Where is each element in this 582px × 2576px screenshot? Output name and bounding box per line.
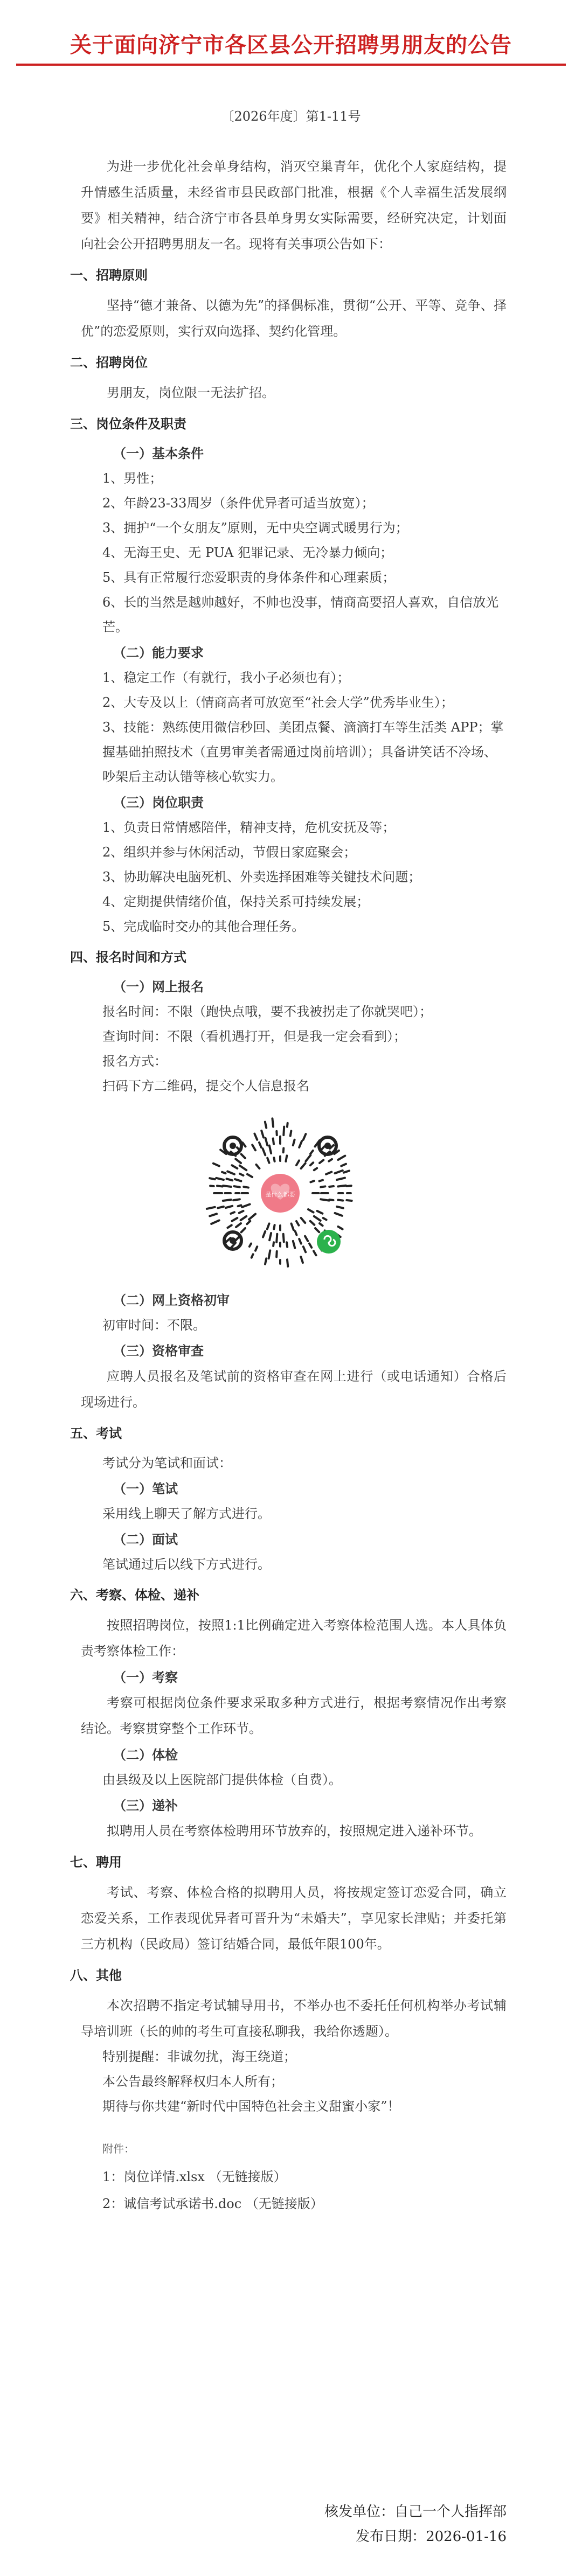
backup-heading: （三）递补 (113, 1798, 178, 1813)
qr-bar (296, 1160, 299, 1165)
qr-bar (250, 1244, 251, 1247)
qr-bar (254, 1134, 257, 1140)
qr-bar (329, 1159, 332, 1161)
qr-bar (211, 1220, 219, 1223)
inspection-text: 考察可根据岗位条件要求采取多种方式进行，根据考察情况作出考察结论。考察贯穿整个工作环节。 (81, 1695, 507, 1736)
qr-bar (308, 1209, 314, 1213)
attachment-link[interactable]: 1：岗位详情.xlsx （无链接版） (102, 2169, 287, 2184)
qr-bar (310, 1162, 313, 1165)
written-exam-heading: （一）笔试 (113, 1481, 178, 1496)
ability-heading: （二）能力要求 (113, 645, 204, 660)
document-number: 〔2026年度〕第1-11号 (221, 109, 361, 124)
qr-bar (317, 1211, 322, 1214)
registration-method-label: 报名方式： (102, 1054, 167, 1069)
page-title: 关于面向济宁市各区县公开招聘男朋友的公告 (70, 33, 512, 58)
qr-finder-dot (324, 1143, 331, 1149)
qr-bar (293, 1241, 295, 1248)
qr-bar (218, 1207, 224, 1208)
title-divider (16, 64, 566, 66)
qr-bar (236, 1223, 241, 1227)
qr-bar (305, 1236, 308, 1241)
qr-bar (252, 1254, 253, 1257)
qr-bar (314, 1216, 321, 1221)
attachments-block (81, 2140, 507, 2217)
qr-bar (276, 1234, 277, 1242)
basic-condition-item: 4、无海王史、无 PUA 犯罪记录、无冷暴力倾向； (102, 545, 393, 560)
qr-bar (241, 1228, 245, 1232)
qr-finder-dot (230, 1143, 236, 1149)
duty-item: 4、定期提供情绪价值，保持关系可持续发展； (102, 894, 370, 909)
qr-bar (314, 1251, 316, 1255)
section-heading-position: 二、招聘岗位 (70, 355, 148, 370)
qr-bar (261, 1131, 264, 1138)
qr-bar (306, 1155, 310, 1161)
section-heading-inspection: 六、考察、体检、递补 (70, 1588, 199, 1603)
basic-condition-item: 1、男性； (102, 471, 163, 486)
section-heading-requirements: 三、岗位条件及职责 (70, 416, 186, 431)
qr-bar (252, 1145, 255, 1150)
attachments-label: 附件： (102, 2142, 135, 2155)
duty-item: 3、协助解决电脑死机、外卖选择困难等关键技术问题； (102, 869, 421, 885)
qr-bar (210, 1178, 214, 1179)
duty-item: 5、完成临时交办的其他合理任务。 (102, 919, 305, 934)
qr-bar (241, 1154, 245, 1158)
qr-bar (301, 1218, 306, 1223)
title-area (0, 0, 582, 65)
qr-bar (242, 1205, 250, 1207)
qr-bar (344, 1171, 349, 1172)
qr-bar (240, 1174, 244, 1175)
qr-bar (231, 1212, 234, 1214)
qr-bar (256, 1165, 259, 1168)
qr-bar (213, 1164, 219, 1166)
qr-bar (315, 1228, 319, 1232)
interview-text: 笔试通过后以线下方式进行。 (102, 1557, 271, 1572)
qr-bar (241, 1216, 247, 1220)
qr-bar (267, 1158, 269, 1163)
issuer-footer (0, 2500, 507, 2549)
online-review-text: 初审时间：不限。 (102, 1318, 206, 1333)
other-text-interpretation: 本公告最终解释权归本人所有； (102, 2074, 283, 2089)
qr-center-text: 是什么都要 (265, 1191, 295, 1198)
basic-conditions-heading: （一）基本条件 (113, 445, 204, 461)
qr-bar (338, 1156, 345, 1160)
qr-bar (303, 1134, 306, 1140)
qr-bar (320, 1223, 323, 1226)
medical-exam-text: 由县级及以上医院部门提供体检（自费）。 (102, 1772, 342, 1787)
qr-bar (263, 1231, 265, 1237)
qr-finder-dot (230, 1237, 236, 1244)
qr-bar (296, 1221, 299, 1226)
qr-bar (293, 1140, 295, 1145)
other-text-closing: 期待与你共建“新时代中国特色社会主义甜蜜小家”！ (102, 2099, 400, 2114)
qr-bar (265, 1258, 266, 1264)
qr-bar (283, 1127, 284, 1136)
qr-bar (227, 1225, 231, 1228)
qr-bar (247, 1221, 250, 1224)
duty-item: 1、负责日常情感陪伴，精神支持，危机安抚及等； (102, 820, 396, 835)
qr-bar (321, 1186, 325, 1187)
registration-method-text: 扫码下方二维码，提交个人信息报名 (102, 1078, 309, 1094)
qr-bar (338, 1200, 343, 1201)
qr-bar (235, 1159, 241, 1163)
qr-bar (238, 1205, 241, 1206)
qr-bar (310, 1221, 315, 1225)
exam-intro: 考试分为笔试和面试： (102, 1456, 232, 1471)
qr-bar (295, 1231, 297, 1235)
publish-date: 发布日期：2026-01-16 (356, 2529, 507, 2545)
hiring-text: 考试、考察、体检合格的拟聘用人员，将按规定签订恋爱合同，确立恋爱关系，工作表现优异者可晋升为“未婚夫”，享见家长津贴；并委托第三方机构（民政局）签订结婚合同，最低年限100年。 (81, 1885, 507, 1952)
qr-code-graphic (199, 1112, 361, 1274)
qr-bar (273, 1242, 274, 1246)
qr-bar (235, 1179, 241, 1181)
ability-item: 2、大专及以上（情商高者可放宽至“社会大学”优秀毕业生）； (102, 695, 454, 710)
qr-bar (272, 1118, 273, 1126)
basic-condition-item: 5、具有正常履行恋爱职责的身体条件和心理素质； (102, 570, 396, 585)
qr-bar (262, 1148, 265, 1155)
qr-bar (341, 1164, 346, 1166)
qr-bar (283, 1148, 284, 1153)
mini-program-qr-code[interactable] (199, 1112, 361, 1274)
qr-bar (223, 1200, 231, 1201)
basic-condition-item: 2、年龄23-33周岁（条件优异者可适当放宽）； (102, 496, 375, 511)
qr-bar (276, 1251, 277, 1257)
qr-bar (244, 1187, 248, 1188)
interview-heading: （二）面试 (113, 1531, 178, 1547)
qr-bar (320, 1180, 323, 1181)
qr-bar (337, 1207, 343, 1208)
other-text-reminder: 特别提醒：非诚勿扰，海王绕道； (102, 2049, 296, 2064)
inspection-heading: （一）考察 (113, 1669, 178, 1685)
qr-bar (301, 1257, 303, 1263)
basic-condition-item: 3、拥护“一个女朋友”原则，无中央空调式暖男行为； (102, 520, 408, 535)
duty-item: 2、组织并参与休闲活动，节假日家庭聚会； (102, 845, 357, 860)
qualification-review-text: 应聘人员报名及笔试前的资格审查在网上进行（或电话通知）合格后现场进行。 (81, 1369, 507, 1410)
qr-bar (223, 1186, 231, 1187)
issuing-unit: 核发单位：自己一个人指挥部 (324, 2504, 507, 2520)
query-time: 查询时间：不限（看机遇打开，但是我一定会看到）； (102, 1029, 406, 1044)
qr-bar (323, 1218, 327, 1220)
medical-exam-heading: （二）体检 (113, 1747, 178, 1763)
qr-bar (329, 1186, 334, 1187)
section-heading-principles: 一、招聘原则 (70, 268, 148, 283)
qr-bar (338, 1186, 346, 1187)
qr-bar (227, 1171, 234, 1174)
qr-bar (310, 1181, 314, 1182)
written-exam-text: 采用线上聊天了解方式进行。 (102, 1506, 271, 1521)
section-heading-registration: 四、报名时间和方式 (70, 950, 186, 965)
qualification-review-heading: （三）资格审查 (113, 1343, 204, 1359)
qr-bar (314, 1168, 317, 1171)
qr-bar (335, 1171, 342, 1173)
qr-bar (259, 1143, 261, 1147)
inspection-intro: 按照招聘岗位，按照1:1比例确定进入考察体检范围人选。本人具体负责考察体检工作： (81, 1618, 507, 1659)
qr-bar (326, 1172, 331, 1174)
qr-bar (273, 1138, 274, 1144)
qr-bar (207, 1207, 215, 1209)
section-heading-exam: 五、考试 (70, 1426, 122, 1441)
qr-bar (347, 1200, 351, 1201)
attachment-link[interactable]: 2：诚信考试承诺书.doc （无链接版） (102, 2196, 323, 2211)
qr-bar (299, 1239, 301, 1244)
qr-bar (309, 1244, 311, 1248)
ability-item: 1、稳定工作（有就行，我小子必须也有）； (102, 670, 350, 685)
qr-bar (310, 1151, 313, 1154)
qr-bar (287, 1123, 288, 1127)
qr-bar (303, 1247, 306, 1252)
duty-heading: （三）岗位职责 (113, 795, 204, 810)
ability-item: 3、技能：熟练使用微信秒回、美团点餐、滴滴打车等生活类 APP；掌握基础拍照技术（直男审美者需通过岗前培训）；具备讲笑话不冷场、吵架后主动认错等核心软实力。 (102, 720, 504, 784)
qr-bar (233, 1199, 240, 1200)
qr-bar (269, 1146, 271, 1153)
qr-bar (234, 1186, 239, 1187)
qr-bar (321, 1199, 329, 1200)
qr-bar (335, 1213, 342, 1216)
qr-bar (247, 1174, 252, 1177)
qr-bar (222, 1172, 225, 1173)
qr-bar (240, 1166, 246, 1170)
notice-body (70, 154, 507, 2217)
qr-bar (283, 1234, 284, 1242)
qr-bar (338, 1227, 342, 1229)
qr-bar (239, 1211, 244, 1213)
qr-bar (301, 1163, 306, 1168)
qr-bar (286, 1155, 287, 1161)
intro-paragraph: 为进一步优化社会单身结构，消灭空巢青年，优化个人家庭结构，提升情感生活质量，未经省市县民政部门批准，根据《个人幸福生活发展纲要》相关精神，结合济宁市各县单身男女实际需要，经研究决定，计划面向社会公开招聘男朋友一名。现将有关事项公告如下： (81, 159, 507, 252)
qr-bar (216, 1178, 224, 1180)
qr-bar (255, 1247, 257, 1251)
qr-bar (269, 1250, 271, 1258)
qr-bar (249, 1214, 255, 1220)
qr-bar (269, 1233, 271, 1240)
qr-bar (287, 1259, 288, 1266)
other-text-books: 本次招聘不指定考试辅导用书，不举办也不委托任何机构举办考试辅导培训班（长的帅的考生可直接私聊我，我给你透题）。 (81, 1998, 507, 2039)
qr-bar (226, 1206, 232, 1208)
section-heading-other: 八、其他 (70, 1968, 122, 1983)
section-heading-hiring: 七、聘用 (70, 1855, 122, 1870)
qr-bar (265, 1122, 266, 1128)
qr-bar (290, 1131, 292, 1136)
qr-bar (232, 1165, 237, 1168)
online-review-heading: （二）网上资格初审 (113, 1292, 230, 1308)
online-registration-heading: （一）网上报名 (113, 979, 204, 994)
qr-bar (267, 1223, 269, 1229)
qr-bar (266, 1138, 268, 1145)
registration-time: 报名时间：不限（跑快点哦，要不我被拐走了你就哭吧）； (102, 1004, 432, 1019)
qr-bar (337, 1178, 345, 1180)
qr-bar (299, 1141, 302, 1147)
qr-bar (292, 1223, 294, 1230)
basic-condition-item: 6、长的当然是越帅越好，不帅也没事，情商高要招人喜欢，自信放光芒。 (102, 595, 499, 635)
qr-bar (232, 1218, 238, 1221)
position-text: 男朋友，岗位限一无法扩招。 (107, 385, 275, 400)
principles-text: 坚持“德才兼备、以德为先”的择偶标准，贯彻“公开、平等、竞争、择优”的恋爱原则，实行双向选择、契约化管理。 (81, 298, 507, 339)
qr-bar (227, 1179, 233, 1180)
qr-bar (210, 1214, 217, 1216)
backup-text: 拟聘用人员在考察体检聘用环节放弃的，按照规定进入递补环节。 (107, 1823, 482, 1839)
qr-bar (320, 1160, 323, 1163)
